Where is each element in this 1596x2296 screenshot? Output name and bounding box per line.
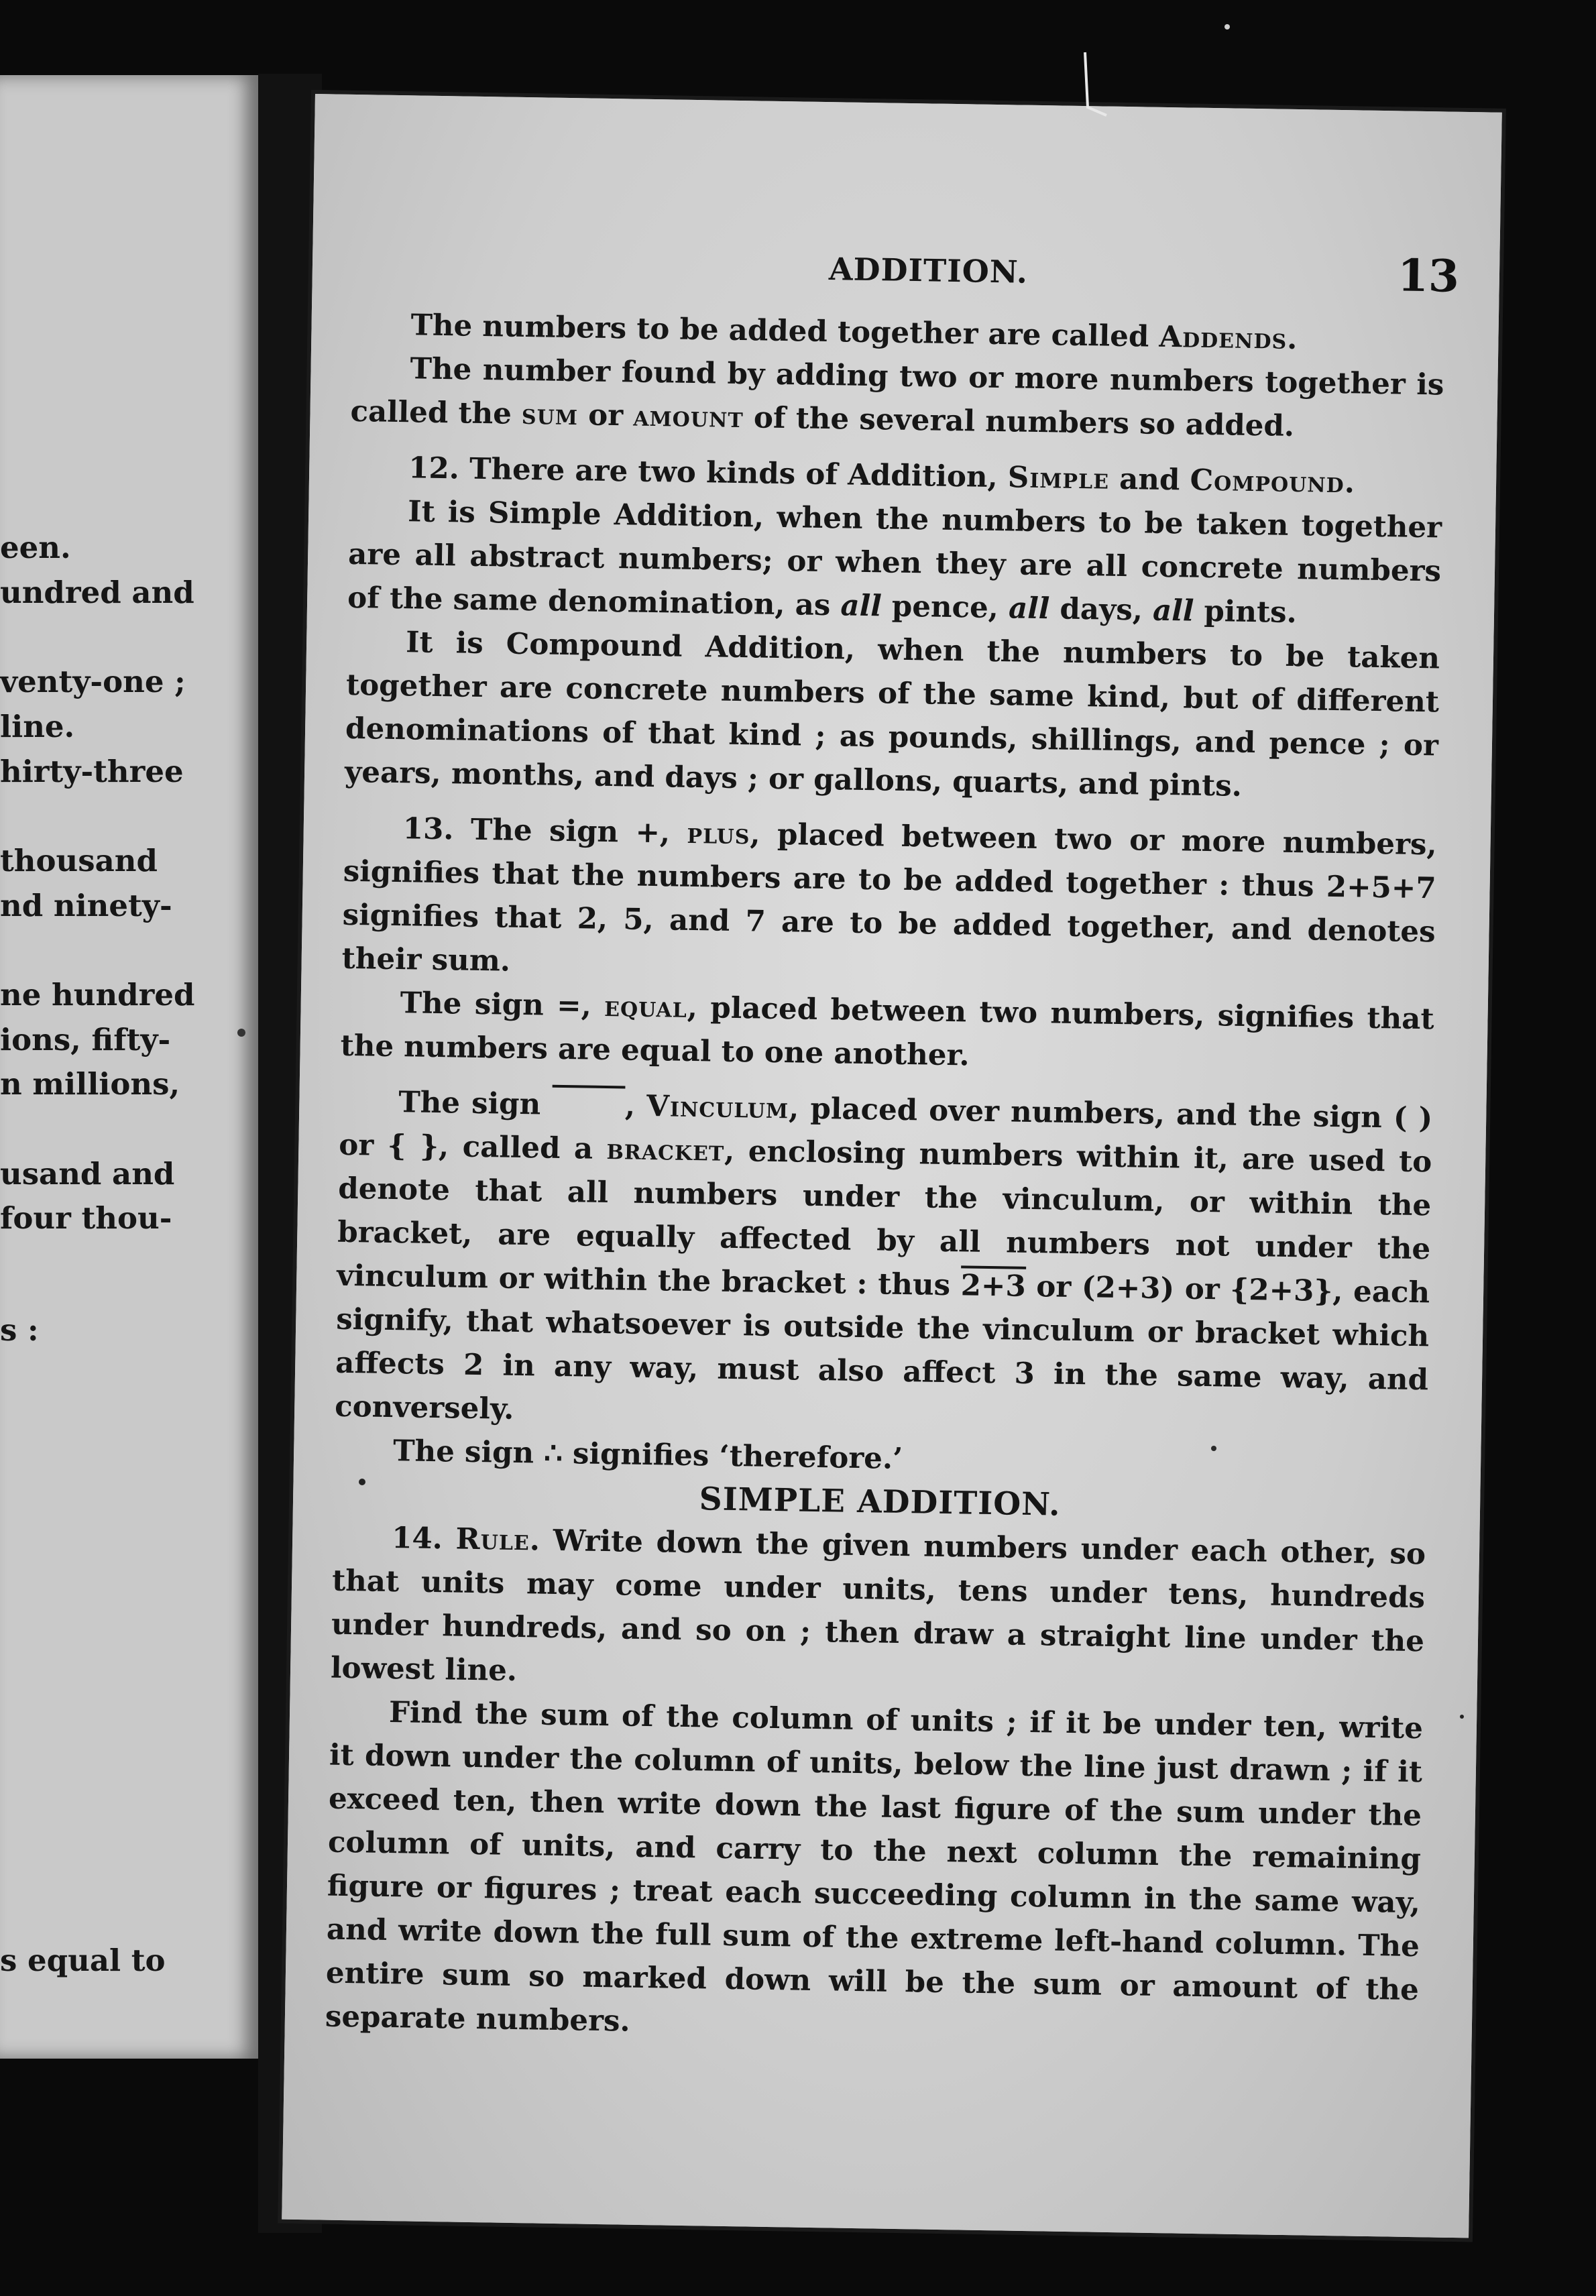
facing-fragment: een. <box>0 530 71 565</box>
facing-fragment: n millions, <box>0 1066 180 1102</box>
facing-fragment: ne hundred <box>0 977 195 1013</box>
section-number: 12. <box>408 451 460 486</box>
term-compound: Compound <box>1190 463 1345 500</box>
book-page-right <box>282 94 1502 2238</box>
page-number: 13 <box>1397 249 1460 302</box>
section-heading: SIMPLE ADDITION. <box>699 1481 1061 1524</box>
paragraph-simple-addition: It is Simple Addition, when the numbers to be taken together are all abstract numbers; or when they are all concrete numbers of the same denomination, as all pence, all days, all pints. <box>347 494 1442 630</box>
section-number: 13. <box>402 811 454 847</box>
term-addends: Addends <box>1159 319 1288 356</box>
paragraph-therefore: The sign ∴ signifies ‘therefore.’ <box>392 1434 903 1477</box>
facing-fragment: venty-one ; <box>0 664 186 699</box>
facing-fragment: thousand <box>0 843 158 878</box>
term-simple: Simple <box>1007 460 1110 496</box>
facing-fragment: usand and <box>0 1156 175 1192</box>
term-equal: equal <box>604 988 688 1025</box>
paragraph-13: 13. The sign +, plus, placed between two or more numbers, signifies that the numbers are to be added together : thus 2+5+7 signifies that 2, 5, and 7 are to be added together, and denotes their sum. <box>341 811 1438 978</box>
paragraph-sum: The number found by adding two or more numbers together is called the sum or amount of the several numbers so added. <box>350 351 1444 443</box>
facing-page-left <box>0 75 258 2059</box>
paragraph-12: 12. There are two kinds of Addition, Simple and Compound. <box>408 451 1355 500</box>
facing-fragment: four thou- <box>0 1200 172 1236</box>
term-amount: amount <box>632 398 744 435</box>
paragraph-vinculum: The sign , Vinculum, placed over numbers, and the sign ( ) or { }, called a bracket, enclosing numbers within it, are used to denote that all numbers under the vinculum, or within the bracket, are equally affected by all numbers not under the vinculum or within the bracket : thus 2+3 or (2+3) or {2+3}, each signify, that whatsoever is outside the vinculum or bracket which affects 2 in any way, must also affect 3 in the same way, and conversely. <box>334 1085 1433 1426</box>
term-sum: sum <box>521 396 579 433</box>
paragraph-compound-addition: It is Compound Addition, when the numbers to be taken together are concrete numbers of the same kind, but of different denominations of that kind ; as pounds, shillings, and pence ; or years, months, and days ; or gallons, quarts, and pints. <box>344 625 1440 803</box>
facing-fragment: undred and <box>0 575 194 610</box>
facing-fragment: s equal to <box>0 1943 166 1978</box>
vinculum-example: 2+3 <box>960 1268 1027 1304</box>
term-plus: plus <box>687 815 750 852</box>
section-number: 14. <box>391 1521 443 1556</box>
facing-fragment: line. <box>0 709 75 744</box>
facing-fragment: hirty-three <box>0 754 184 789</box>
facing-fragment: nd ninety- <box>0 888 172 923</box>
term-bracket: bracket <box>606 1132 725 1168</box>
paragraph-equal: The sign =, equal, placed between two numbers, signifies that the numbers are equal to one another. <box>340 986 1434 1073</box>
facing-fragment: ions, fifty- <box>0 1022 171 1057</box>
term-rule: Rule <box>455 1522 530 1558</box>
paragraph-addends: The numbers to be added together are called Addends. <box>410 308 1298 357</box>
term-vinculum: Vinculum <box>646 1088 789 1126</box>
facing-fragment: s : <box>0 1312 39 1348</box>
page-body <box>325 302 1444 2055</box>
vinculum-sign <box>552 1088 626 1123</box>
paragraph-14-rule: 14. Rule. Write down the given numbers under each other, so that units may come under units, tens under tens, hundreds under hundreds, and so on ; then draw a straight line under the lowest line. <box>330 1521 1426 1688</box>
paragraph-find-sum: Find the sum of the column of units ; if it be under ten, write it down under the column of units, below the line just drawn ; if it exceed ten, then write down the last figure of the sum under the column of units, and carry to the next column the remaining figure or figures ; treat each succeeding column in the same way, and write down the full sum of the extreme left-hand column. The entire sum so marked down will be the sum or amount of the separate numbers. <box>325 1695 1424 2039</box>
running-head: ADDITION. <box>828 251 1029 290</box>
